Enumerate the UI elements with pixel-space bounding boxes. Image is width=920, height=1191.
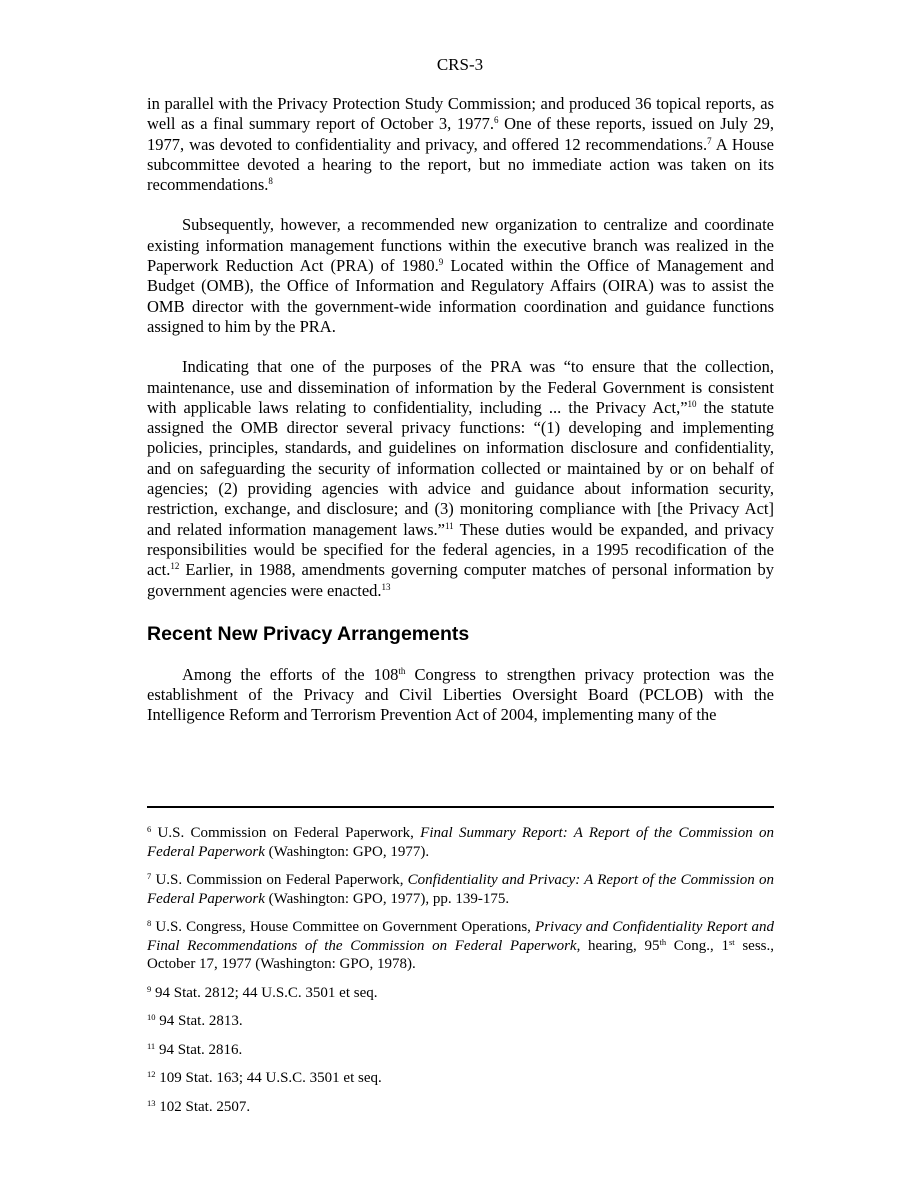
- footnote-ref[interactable]: 9: [438, 257, 444, 268]
- footnote-10: [147, 1012, 774, 1031]
- paragraph-text: the statute assigned the OMB director several privacy functions: “(1) developing and implementing policies, principles, standards, and guidelines on information disclosure and confidentiality, and on safeguarding the security of information collected or maintained by or on behalf of agencies; (2) providing agencies with advice and guidance about information security, restriction, exchange, and disclosure; and (3) monitoring compliance with [the Privacy Act] and related information management laws.”: [147, 397, 774, 539]
- footnote-title: Privacy and Confidentiality Report and Final Recommendations of the Commission on Federal Paperwork: [147, 919, 774, 954]
- footnote-ref[interactable]: 11: [444, 520, 454, 531]
- footnote-ref[interactable]: 6: [494, 115, 499, 126]
- footnote-number: 12: [147, 1069, 156, 1079]
- footnote-title: Confidentiality and Privacy: A Report of the Commission on Federal Paperwork: [147, 872, 774, 907]
- ordinal-suffix: st: [728, 936, 735, 947]
- footnote-text: (Washington: GPO, 1977), pp. 139-175.: [264, 890, 510, 907]
- paragraph-1: [147, 94, 774, 195]
- paragraph-text: Earlier, in 1988, amendments governing computer matches of personal information by government agencies were enacted.: [147, 560, 774, 600]
- footnote-7: [147, 871, 774, 908]
- paragraph-text: Subsequently, however, a recommended new organization to centralize and coordinate existing information management functions within the executive branch was realized in the Paperwork Reduction Act (PRA) of 1980.: [147, 215, 774, 276]
- ordinal-suffix: th: [398, 665, 406, 676]
- footnote-number: 13: [147, 1097, 156, 1108]
- footnote-ref[interactable]: 8: [268, 176, 273, 187]
- paragraph-text: Indicating that one of the purposes of the PRA was “to ensure that the collection, maintenance, use and dissemination of information by the Federal Government is consistent with applicable laws relating to confidentiality, including ... the Privacy Act,”: [147, 357, 774, 417]
- footnote-text: 109 Stat. 163; 44 U.S.C. 3501 et seq.: [155, 1070, 382, 1086]
- paragraph-text: One of these reports, issued on July 29, 1977, was devoted to confidentiality and privacy, and offered 12 recommendations.: [147, 114, 774, 154]
- footnote-text: U.S. Commission on Federal Paperwork,: [151, 825, 421, 841]
- paragraph-text: Among the efforts of the 108: [182, 664, 399, 684]
- paragraph-text: in parallel with the Privacy Protection Study Commission; and produced 36 topical reports, as well as a final summary report of October 3, 1977.: [147, 94, 774, 134]
- footnote-ref[interactable]: 7: [707, 135, 712, 146]
- footnote-number: 9: [147, 983, 152, 994]
- footnote-text: U.S. Congress, House Committee on Government Operations,: [151, 919, 536, 935]
- ordinal-suffix: th: [659, 936, 667, 947]
- paragraph-text: These duties would be expanded, and privacy responsibilities would be specified for the federal agencies, in a 1995 recodification of the act.: [147, 519, 774, 580]
- paragraph-2: [147, 215, 774, 337]
- footnote-text: , hearing, 95: [576, 937, 660, 954]
- paragraph-3: [147, 357, 774, 601]
- footnote-text: 102 Stat. 2507.: [155, 1098, 251, 1115]
- footnote-text: Cong., 1: [666, 937, 729, 954]
- footnote-11: [147, 1041, 774, 1060]
- paragraph-4: [147, 665, 774, 726]
- main-text: [147, 94, 774, 726]
- footnote-divider: [147, 806, 774, 808]
- footnote-ref[interactable]: 13: [381, 581, 391, 592]
- paragraph-text: Located within the Office of Management and Budget (OMB), the Office of Information and Regulatory Affairs (OIRA) was to assist the OMB director with the government-wide information coordination and guidance functions assigned to him by the PRA.: [147, 256, 775, 336]
- footnote-number: 6: [147, 824, 152, 834]
- footnote-title: Final Summary Report: A Report of the Commission on Federal Paperwork: [147, 825, 775, 860]
- paragraph-text: Congress to strengthen privacy protection was the establishment of the Privacy and Civil Liberties Oversight Board (PCLOB) with the Intelligence Reform and Terrorism Prevention Act of 2004, implementing many of the: [147, 664, 775, 725]
- footnote-text: (Washington: GPO, 1977).: [264, 843, 430, 860]
- footnote-text: 94 Stat. 2813.: [155, 1013, 243, 1029]
- footnote-number: 7: [147, 871, 152, 881]
- footnote-ref[interactable]: 12: [170, 561, 180, 572]
- footnote-ref[interactable]: 10: [687, 398, 697, 409]
- footnote-9: [147, 984, 774, 1003]
- footnote-number: 10: [147, 1012, 156, 1022]
- footnote-12: [147, 1069, 774, 1088]
- footnote-8: [147, 918, 774, 974]
- footnote-number: 11: [147, 1040, 156, 1051]
- section-heading: Recent New Privacy Arrangements: [147, 622, 470, 645]
- footnote-number: 8: [147, 918, 152, 928]
- footnote-13: [147, 1098, 774, 1117]
- footnote-text: sess., October 17, 1977 (Washington: GPO, 1978).: [147, 937, 774, 972]
- paragraph-text: A House subcommittee devoted a hearing to the report, but no immediate action was taken on its recommendations.: [147, 134, 774, 195]
- footnote-text: U.S. Commission on Federal Paperwork,: [151, 872, 408, 888]
- footnote-6: [147, 824, 774, 861]
- footnote-text: 94 Stat. 2816.: [155, 1041, 243, 1058]
- page-number-header: CRS-3: [436, 55, 484, 74]
- footnotes: [147, 824, 774, 1126]
- footnote-text: 94 Stat. 2812; 44 U.S.C. 3501 et seq.: [151, 984, 378, 1001]
